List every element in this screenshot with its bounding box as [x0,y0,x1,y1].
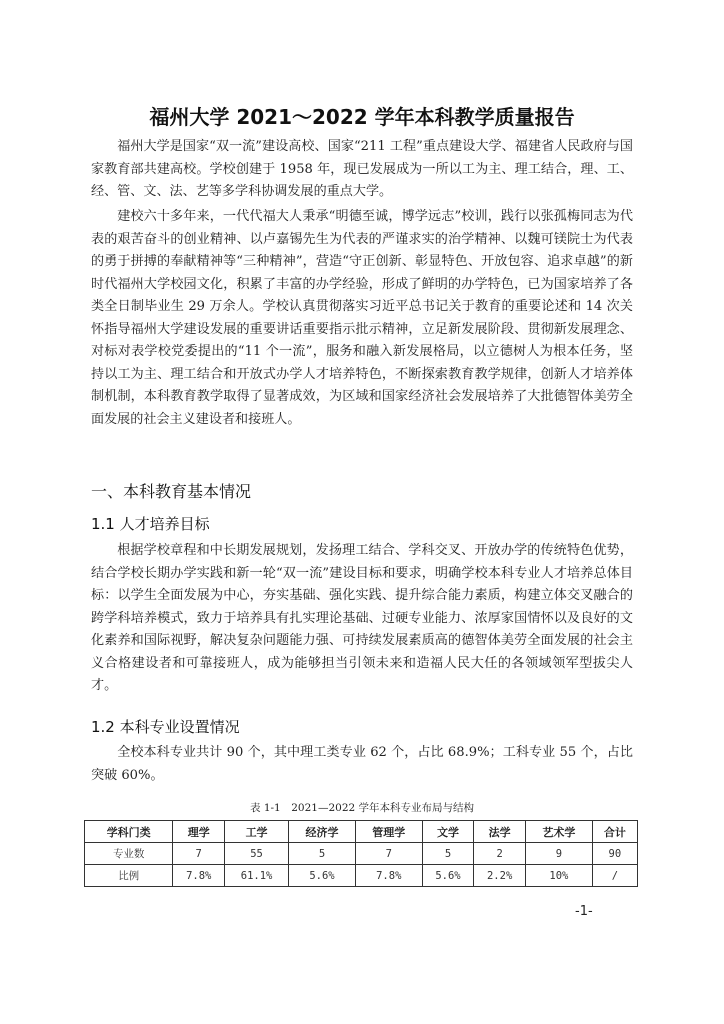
table-cell: 7.8% [355,865,422,887]
table-row [85,865,638,887]
table-cell: 7.8% [173,865,225,887]
table-header-cell: 文学 [422,821,474,843]
table-header-row [85,821,638,843]
table-cell: 9 [525,843,592,865]
table-cell: 专业数 [85,843,173,865]
table-cell: 10% [525,865,592,887]
report-title: 福州大学 2021～2022 学年本科教学质量报告 [149,105,575,129]
table-cell: 2.2% [474,865,526,887]
training-goal-paragraph: 根据学校章程和中长期发展规划，发扬理工结合、学科交叉、开放办学的传统特色优势，结合学校长期办学实践和新一轮“双一流”建设目标和要求，明确学校本科专业人才培养总体目标：以学生全面发展为中心，夯实基础、强化实践、提升综合能力素质，构建立体交叉融合的跨学科培养模式，致力于培养具有扎实理论基础、过硬专业能力、浓厚家国情怀以及良好的文化素养和国际视野，解决复杂问题能力强、可持续发展素质高的德智体美劳全面发展的社会主义合格建设者和可靠接班人，成为能够担当引领未来和造福人民大任的各领域领军型拔尖人才。 [91,543,633,693]
table-cell: 7 [355,843,422,865]
table-caption: 表 1-1 2021—2022 学年本科专业布局与结构 [249,802,475,814]
table-header-cell: 工学 [225,821,289,843]
section-heading-basic-info: 一、本科教育基本情况 [91,482,252,501]
table-header-cell: 理学 [173,821,225,843]
page-number: -1- [575,904,593,919]
subsection-heading-training-goal: 1.1 人才培养目标 [91,515,210,533]
table-cell: / [592,865,637,887]
table-cell: 61.1% [225,865,289,887]
intro-paragraph-1: 福州大学是国家“双一流”建设高校、国家“211 工程”重点建设大学、福建省人民政府与国家教育部共建高校。学校创建于 1958 年，现已发展成为一所以工为主、理工结合，理、工、经、管、文、法、艺等多学科协调发展的重点大学。 [91,139,633,199]
table-cell: 5 [289,843,356,865]
table-row [85,843,638,865]
table-cell: 5 [422,843,474,865]
major-structure-table [84,820,638,887]
intro-paragraph-2: 建校六十多年来，一代代福大人秉承“明德至诚，博学远志”校训，践行以张孤梅同志为代表的艰苦奋斗的创业精神、以卢嘉锡先生为代表的严谨求实的治学精神、以魏可镁院士为代表的勇于拼搏的奉献精神等“三种精神”，营造“守正创新、彰显特色、开放包容、追求卓越”的新时代福州大学校园文化，积累了丰富的办学经验，形成了鲜明的办学特色，已为国家培养了各类全日制毕业生 29 万余人。学校认真贯彻落实习近平总书记关于教育的重要论述和 14 次关怀指导福州大学建设发展的重要讲话重要指示批示精神，立足新发展阶段、贯彻新发展理念、对标对表学校党委提出的“11 个一流”，服务和融入新发展格局，以立德树人为根本任务，坚持以工为主、理工结合和开放式办学人才培养特色，不断探索教育教学规律，创新人才培养体制机制，本科教育教学取得了显著成效，为区域和国家经济社会发展培养了大批德智体美劳全面发展的社会主义建设者和接班人。 [91,209,633,427]
table-cell: 7 [173,843,225,865]
subsection-heading-majors: 1.2 本科专业设置情况 [91,718,240,736]
table-header-cell: 经济学 [289,821,356,843]
table-cell: 5.6% [289,865,356,887]
table-cell: 5.6% [422,865,474,887]
table-header-cell: 管理学 [355,821,422,843]
table-header-cell: 法学 [474,821,526,843]
majors-paragraph: 全校本科专业共计 90 个，其中理工类专业 62 个，占比 68.9%；工科专业 55 个，占比突破 60%。 [91,745,633,783]
table-cell: 90 [592,843,637,865]
table-header-cell: 艺术学 [525,821,592,843]
table-header-cell: 学科门类 [85,821,173,843]
table-header-cell: 合计 [592,821,637,843]
table-cell: 比例 [85,865,173,887]
table-cell: 55 [225,843,289,865]
table-cell: 2 [474,843,526,865]
